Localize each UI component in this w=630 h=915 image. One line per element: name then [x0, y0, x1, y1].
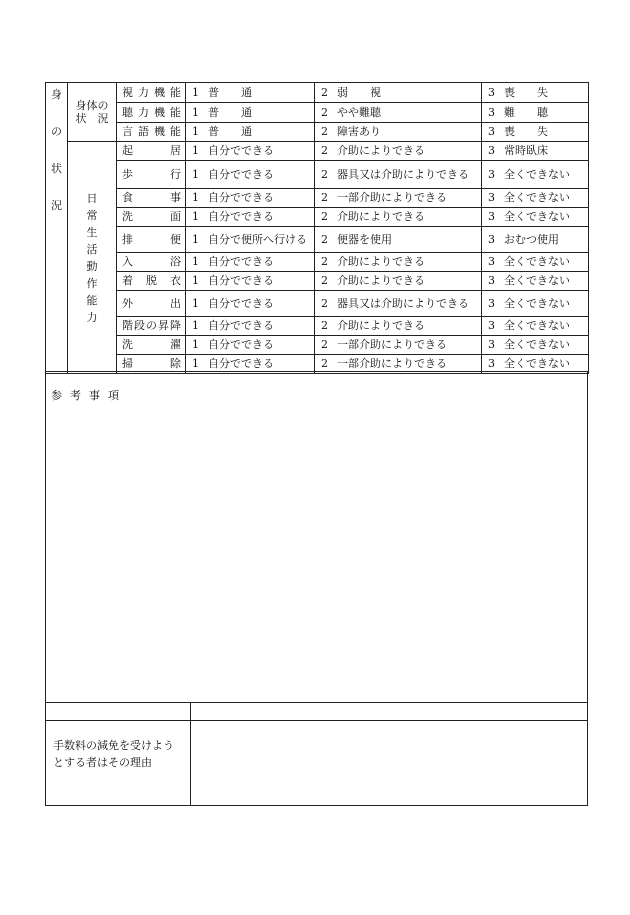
option-3[interactable]: 3 全くできない — [482, 189, 589, 208]
option-2[interactable]: 2 障害あり — [315, 123, 482, 142]
option-1[interactable]: 1 自分でできる — [186, 291, 315, 317]
option-3[interactable]: 3 おむつ使用 — [482, 227, 589, 253]
status-table — [45, 82, 589, 374]
fee-reduction-input[interactable] — [191, 703, 588, 806]
option-3-text: 全くできない — [504, 319, 570, 332]
option-1-text: 自分でできる — [208, 255, 274, 268]
option-3[interactable]: 3 全くできない — [482, 161, 589, 189]
option-1[interactable]: 1 自分でできる — [186, 272, 315, 291]
option-1[interactable]: 1 普 通 — [186, 123, 315, 142]
daily-item: 洗 濯 — [117, 336, 186, 355]
option-1-text: 普 通 — [208, 105, 252, 119]
option-1-text: 自分でできる — [208, 274, 274, 287]
option-3-text: 全くできない — [504, 338, 570, 351]
option-1-text: 自分でできる — [208, 296, 274, 310]
daily-activity-label: 日 常 生 活 動 作 能 力 — [68, 142, 117, 374]
option-1[interactable]: 1 自分でできる — [186, 161, 315, 189]
option-1-text: 自分でできる — [208, 357, 274, 370]
option-2[interactable]: 2 一部介助によりできる — [315, 189, 482, 208]
option-3-text: 全くできない — [504, 274, 570, 287]
option-1-text: 自分でできる — [208, 191, 274, 204]
option-3[interactable]: 3 難 聴 — [482, 103, 589, 123]
option-2-text: 器具又は介助によりできる — [337, 296, 469, 310]
option-1[interactable]: 1 自分でできる — [186, 253, 315, 272]
option-2[interactable]: 2 介助によりできる — [315, 253, 482, 272]
option-3[interactable]: 3 常時臥床 — [482, 142, 589, 161]
option-2-text: 介助によりできる — [337, 210, 425, 223]
fee-reduction-section — [45, 702, 588, 806]
option-2-text: 一部介助によりできる — [337, 191, 447, 204]
option-3-text: 全くできない — [504, 255, 570, 268]
option-3-text: 全くできない — [504, 357, 570, 370]
option-1-text: 自分でできる — [208, 144, 274, 157]
daily-item: 入 浴 — [117, 253, 186, 272]
option-2-text: やや難聴 — [337, 105, 381, 119]
option-2-text: 一部介助によりできる — [337, 357, 447, 370]
physical-item: 視力機能 — [117, 83, 186, 103]
option-3-text: おむつ使用 — [504, 232, 559, 246]
physical-item: 聴力機能 — [117, 103, 186, 123]
option-3[interactable]: 3 全くできない — [482, 208, 589, 227]
option-1[interactable]: 1 自分でできる — [186, 208, 315, 227]
option-3-text: 全くできない — [504, 191, 570, 204]
option-3[interactable]: 3 喪 失 — [482, 123, 589, 142]
option-2-text: 一部介助によりできる — [337, 338, 447, 351]
option-3-text: 全くできない — [504, 296, 570, 310]
daily-item: 階段の昇降 — [117, 317, 186, 336]
option-2[interactable]: 2 介助によりできる — [315, 208, 482, 227]
option-3-text: 喪 失 — [504, 85, 548, 99]
option-1-text: 自分でできる — [208, 338, 274, 351]
option-3[interactable]: 3 全くできない — [482, 336, 589, 355]
daily-item: 洗 面 — [117, 208, 186, 227]
option-3-text: 喪 失 — [504, 125, 548, 138]
option-3[interactable]: 3 全くできない — [482, 272, 589, 291]
option-2-text: 弱 視 — [337, 85, 381, 99]
option-1-text: 普 通 — [208, 125, 252, 138]
option-3[interactable]: 3 全くできない — [482, 291, 589, 317]
option-2-text: 介助によりできる — [337, 319, 425, 332]
option-2[interactable]: 2 便器を使用 — [315, 227, 482, 253]
option-2-text: 便器を使用 — [337, 232, 392, 246]
option-3[interactable]: 3 全くできない — [482, 317, 589, 336]
option-2-text: 介助によりできる — [337, 274, 425, 287]
option-1-text: 自分でできる — [208, 210, 274, 223]
daily-item: 着 脱 衣 — [117, 272, 186, 291]
option-2[interactable]: 2 介助によりできる — [315, 317, 482, 336]
option-2[interactable]: 2 一部介助によりできる — [315, 355, 482, 374]
option-1[interactable]: 1 自分でできる — [186, 142, 315, 161]
option-3[interactable]: 3 全くできない — [482, 253, 589, 272]
option-2[interactable]: 2 やや難聴 — [315, 103, 482, 123]
option-2-text: 器具又は介助によりできる — [337, 167, 469, 181]
physical-item: 言語機能 — [117, 123, 186, 142]
option-1[interactable]: 1 自分で便所へ行ける — [186, 227, 315, 253]
option-2[interactable]: 2 介助によりできる — [315, 272, 482, 291]
option-3[interactable]: 3 喪 失 — [482, 83, 589, 103]
option-2-text: 障害あり — [337, 125, 381, 138]
option-1-text: 普 通 — [208, 85, 252, 99]
option-1-text: 自分でできる — [208, 167, 274, 181]
option-1[interactable]: 1 普 通 — [186, 103, 315, 123]
option-3-text: 難 聴 — [504, 105, 548, 119]
option-2[interactable]: 2 一部介助によりできる — [315, 336, 482, 355]
daily-item: 食 事 — [117, 189, 186, 208]
daily-item: 歩 行 — [117, 161, 186, 189]
option-2[interactable]: 2 器具又は介助によりできる — [315, 161, 482, 189]
option-3[interactable]: 3 全くできない — [482, 355, 589, 374]
notes-label: 参考事項 — [46, 372, 588, 721]
option-1[interactable]: 1 自分でできる — [186, 317, 315, 336]
option-1[interactable]: 1 自分でできる — [186, 336, 315, 355]
option-2[interactable]: 2 弱 視 — [315, 83, 482, 103]
option-2-text: 介助によりできる — [337, 144, 425, 157]
section-label: 身 の 状 況 — [46, 83, 68, 374]
option-1[interactable]: 1 自分でできる — [186, 189, 315, 208]
option-2-text: 介助によりできる — [337, 255, 425, 268]
daily-item: 外 出 — [117, 291, 186, 317]
option-1-text: 自分で便所へ行ける — [208, 232, 307, 246]
daily-item: 起 居 — [117, 142, 186, 161]
option-2[interactable]: 2 器具又は介助によりできる — [315, 291, 482, 317]
option-1-text: 自分でできる — [208, 319, 274, 332]
fee-reduction-label: 手数料の減免を受けようとする者はその理由 — [46, 703, 191, 806]
physical-status-label: 身体の 状 況 — [68, 83, 117, 142]
option-3-text: 全くできない — [504, 167, 570, 181]
option-2[interactable]: 2 介助によりできる — [315, 142, 482, 161]
option-3-text: 全くできない — [504, 210, 570, 223]
option-1[interactable]: 1 普 通 — [186, 83, 315, 103]
option-1[interactable]: 1 自分でできる — [186, 355, 315, 374]
option-3-text: 常時臥床 — [504, 144, 548, 157]
daily-item: 排 便 — [117, 227, 186, 253]
notes-section — [45, 371, 588, 721]
daily-item: 掃 除 — [117, 355, 186, 374]
